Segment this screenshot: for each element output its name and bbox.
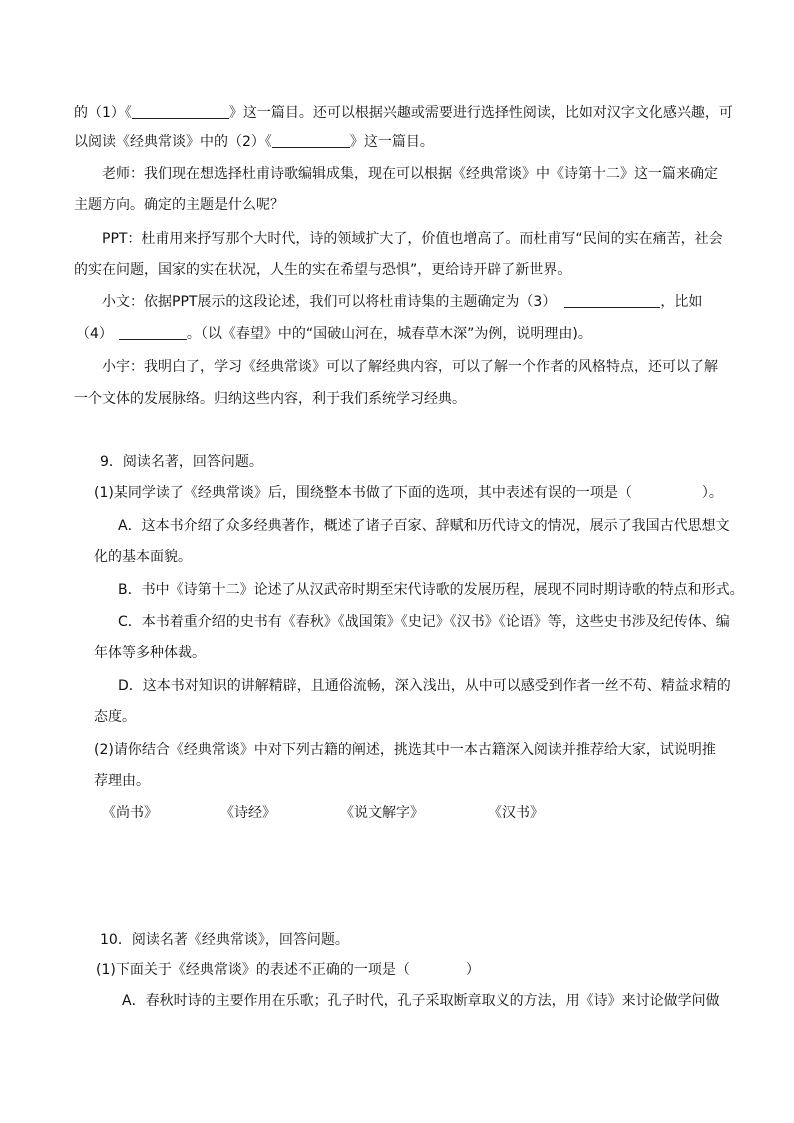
q9-book-2: 《诗经》	[220, 805, 276, 821]
q9-book-4: 《汉书》	[488, 805, 544, 821]
xiaowen-text-2b: 。（以《春望》中的“国破山河在，城春草木深”为例，说明理由)。	[186, 326, 592, 342]
p1-line1	[74, 103, 733, 123]
q10-option-a-line1[interactable]: A．春秋时诗的主要作用在乐歌；孔子时代，孔子采取断章取义的方法，用《诗》来讨论做学问做	[122, 993, 720, 1009]
q9-option-b-line1[interactable]: B．书中《诗第十二》论述了从汉武帝时期至宋代诗歌的发展历程，展现不同时期诗歌的特点和形式。	[118, 582, 744, 598]
q9-sub2-line2: 荐理由。	[94, 773, 150, 789]
xiaoyu-line1: 小宇：我明白了，学习《经典常谈》可以了解经典内容，可以了解一个作者的风格特点，还可以了解	[102, 359, 718, 375]
q9-option-a-line2: 化的基本面貌。	[94, 549, 192, 565]
teacher-line2: 主题方向。确定的主题是什么呢？	[74, 197, 284, 213]
q9-option-d-line1[interactable]: D．这本书对知识的讲解精辟，且通俗流畅，深入浅出，从中可以感受到作者一丝不苟、精益求精的	[118, 678, 731, 694]
answer-blank-1[interactable]	[132, 104, 229, 119]
q9-option-d-line2: 态度。	[94, 709, 136, 725]
ppt-line2: 的实在问题，国家的实在状况，人生的实在希望与恐惧”，更给诗开辟了新世界。	[74, 262, 572, 278]
xiaowen-line1	[102, 292, 702, 312]
xiaowen-text-1a: 小文：依据PPT展示的这段论述，我们可以将杜甫诗集的主题确定为（3）	[102, 294, 557, 310]
p1-text-b: 》这一篇目。还可以根据兴趣或需要进行选择性阅读，比如对汉字文化感兴趣，可	[228, 105, 733, 121]
p1-text-a: 的（1）《	[74, 105, 132, 121]
p1-text-d: 》这一篇目。	[349, 134, 434, 150]
answer-blank-3[interactable]	[564, 293, 660, 308]
xiaowen-text-1b: ，比如	[660, 294, 703, 310]
xiaowen-text-2a: （4）	[76, 326, 113, 342]
q9-book-1: 《尚书》	[102, 805, 158, 821]
q10-title: 10．阅读名著《经典常谈》，回答问题。	[100, 932, 349, 948]
answer-blank-4[interactable]	[119, 325, 187, 340]
q9-sub1: (1)某同学读了《经典常谈》后，围绕整本书做了下面的选项，其中表述有误的一项是（ ）。	[94, 485, 723, 501]
q9-title: 9．阅读名著，回答问题。	[100, 454, 263, 470]
q9-option-c-line2: 年体等多种体裁。	[94, 645, 206, 661]
ppt-line1: PPT：杜甫用来抒写那个大时代，诗的领域扩大了，价值也增高了。而杜甫写“民间的实在痛苦，社会	[102, 231, 723, 247]
q9-option-a-line1[interactable]: A．这本书介绍了众多经典著作，概述了诸子百家、辞赋和历代诗文的情况，展示了我国古代思想文	[118, 518, 730, 534]
q9-option-c-line1[interactable]: C．本书着重介绍的史书有《春秋》《战国策》《史记》《汉书》《论语》等，这些史书涉及纪传体、编	[118, 614, 730, 630]
answer-blank-2[interactable]	[272, 133, 350, 148]
q10-sub1: (1)下面关于《经典常谈》的表述不正确的一项是（ ）	[96, 962, 480, 978]
p1-text-c: 以阅读《经典常谈》中的（2）《	[74, 134, 272, 150]
xiaoyu-line2: 一个文体的发展脉络。归纳这些内容，利于我们系统学习经典。	[74, 391, 466, 407]
p1-line2	[74, 132, 434, 152]
q9-sub2-line1: (2)请你结合《经典常谈》中对下列古籍的阐述，挑选其中一本古籍深入阅读并推荐给大家，试说明推	[94, 742, 716, 758]
xiaowen-line2	[76, 324, 592, 344]
teacher-line1: 老师：我们现在想选择杜甫诗歌编辑成集，现在可以根据《经典常谈》中《诗第十二》这一篇来确定	[102, 166, 718, 182]
q9-book-3: 《说文解字》	[340, 805, 424, 821]
